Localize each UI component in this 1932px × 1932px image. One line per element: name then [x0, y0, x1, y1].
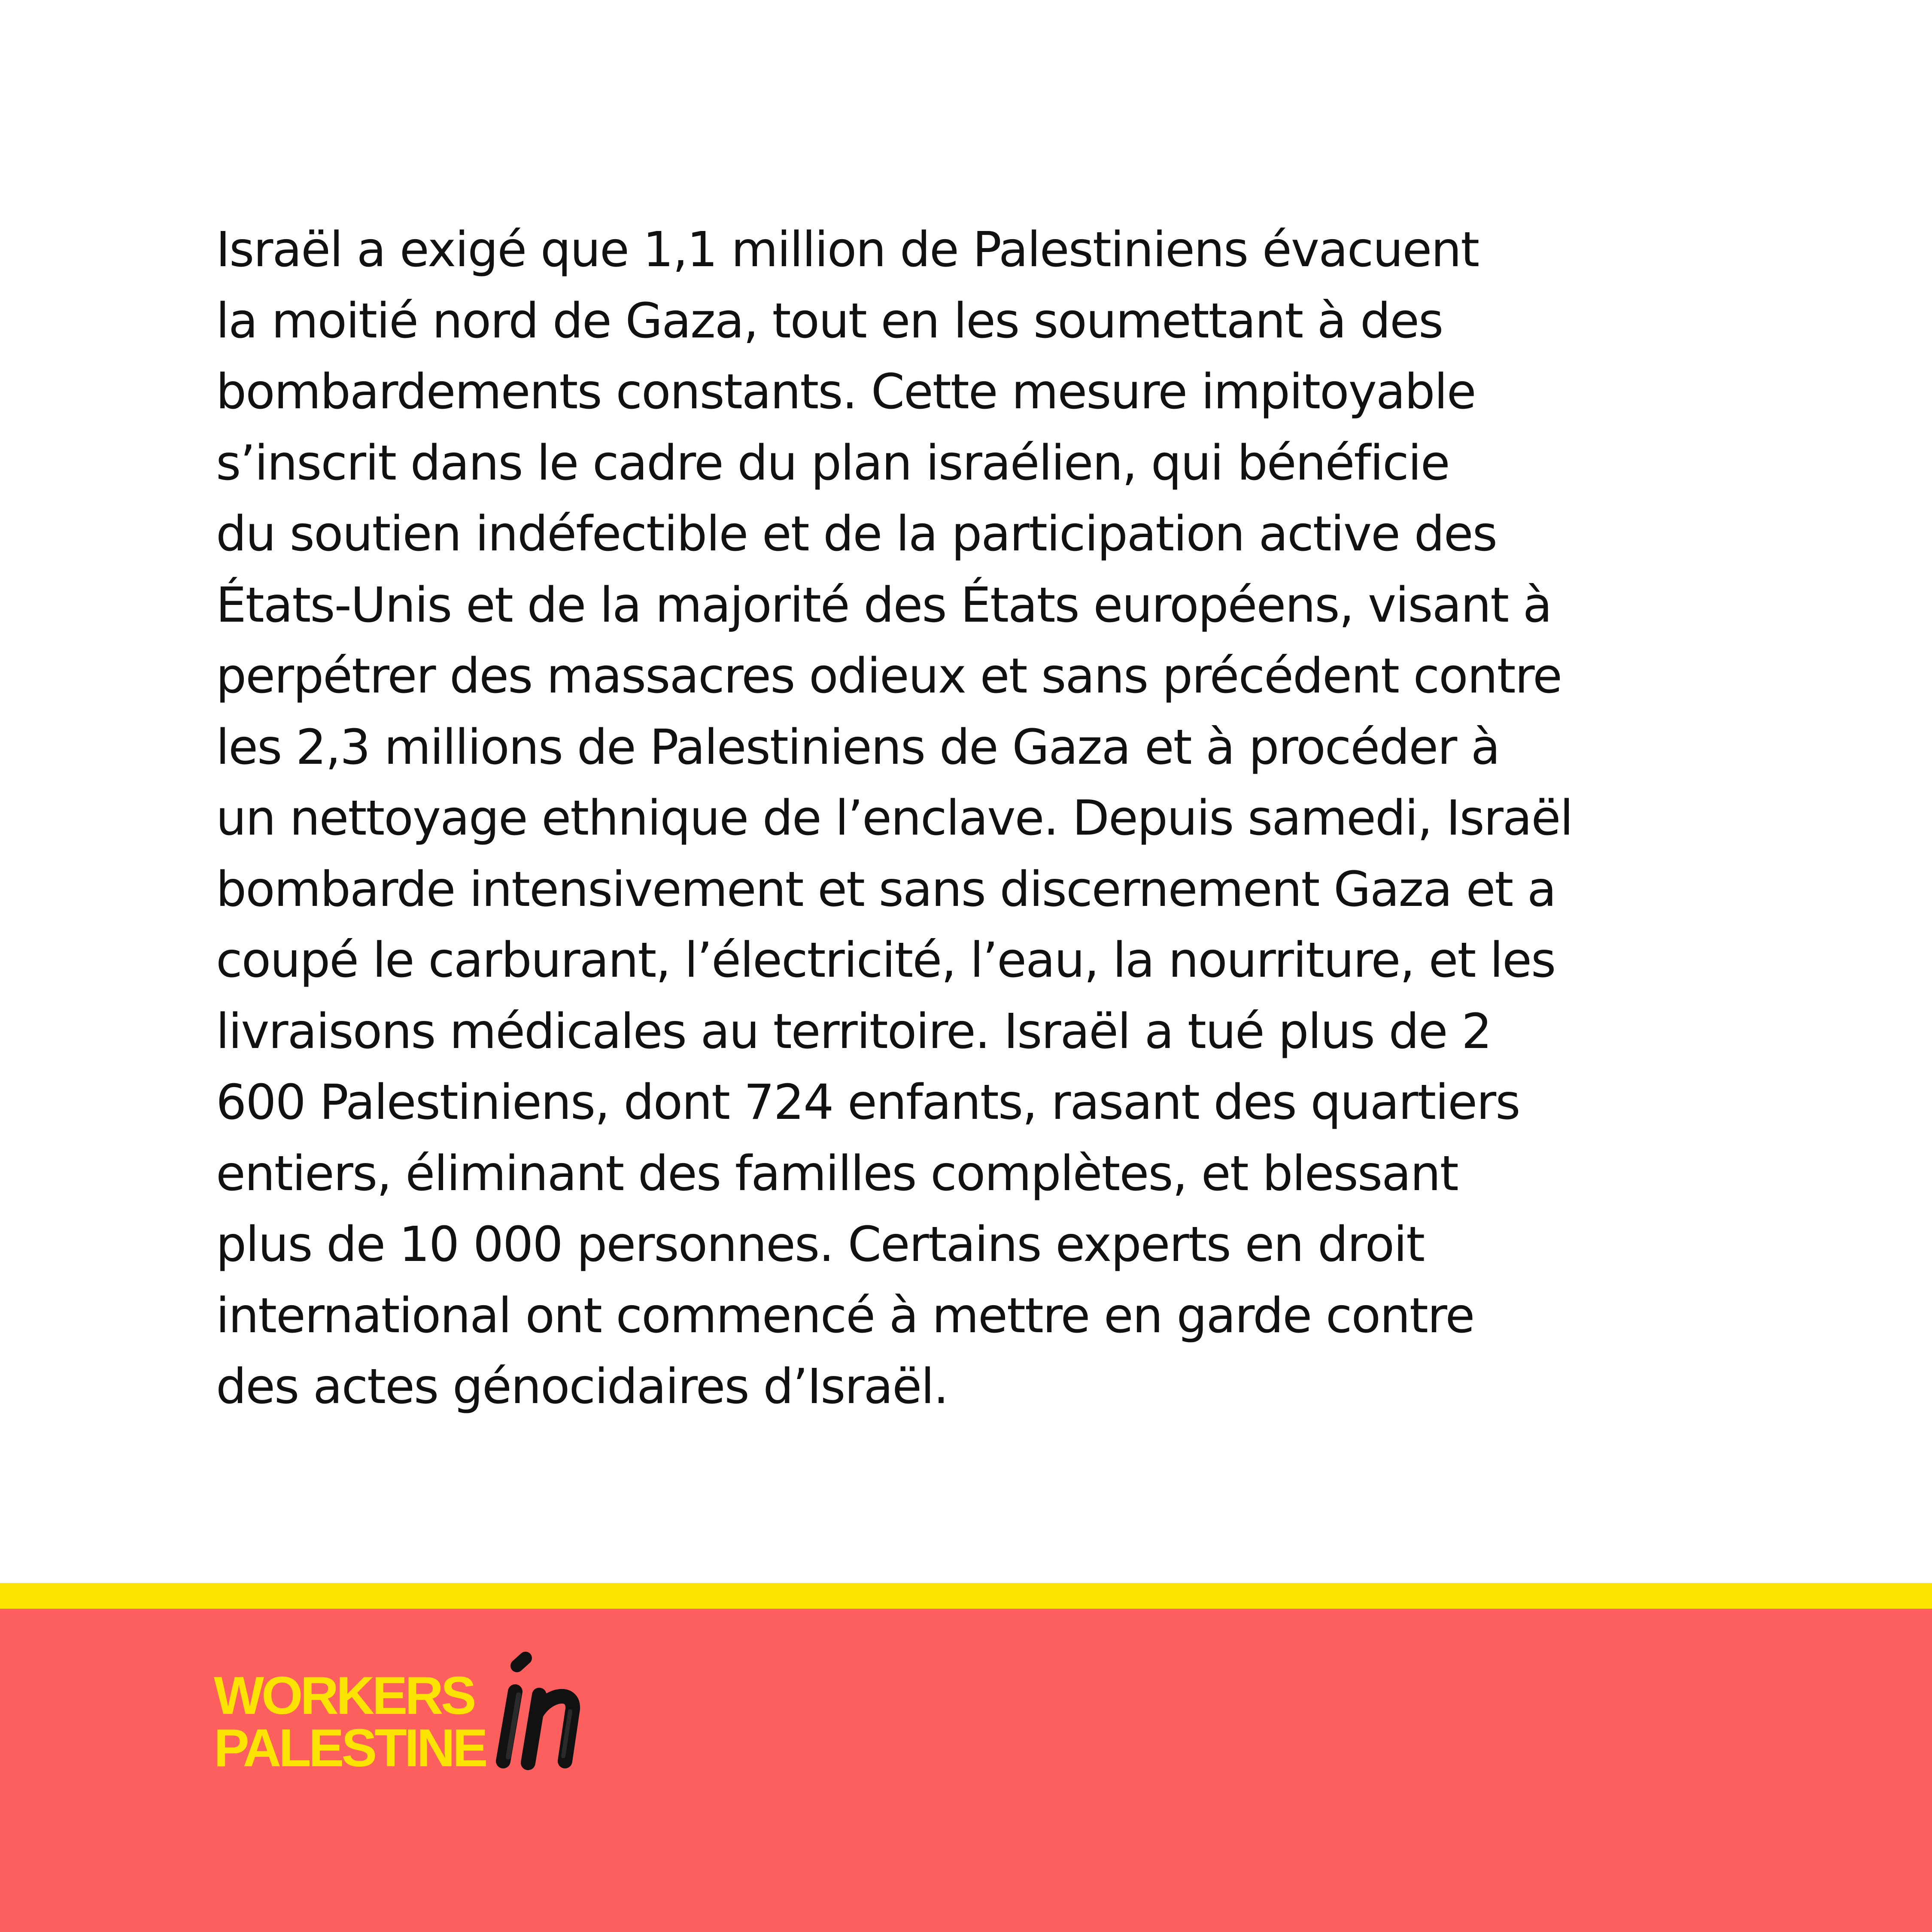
- workers-in-palestine-logo: [214, 1649, 592, 1790]
- text-line: Israël a exigé que 1,1 million de Palestiniens évacuent: [216, 222, 1479, 278]
- text-line: international ont commencé à mettre en garde contre: [216, 1288, 1474, 1344]
- text-line: plus de 10 000 personnes. Certains experts en droit: [216, 1217, 1425, 1273]
- text-line: coupé le carburant, l’électricité, l’eau, la nourriture, et les: [216, 933, 1555, 988]
- yellow-divider-stripe: [0, 1583, 1932, 1609]
- text-line: bombarde intensivement et sans discernement Gaza et a: [216, 861, 1556, 917]
- text-line: bombardements constants. Cette mesure impitoyable: [216, 364, 1476, 420]
- text-line: perpétrer des massacres odieux et sans précédent contre: [216, 648, 1562, 704]
- logo-word-palestine: PALESTINE: [214, 1719, 486, 1778]
- article-text: [216, 215, 1762, 1423]
- text-line: s’inscrit dans le cadre du plan israélien, qui bénéficie: [216, 435, 1449, 491]
- text-line: livraisons médicales au territoire. Israël a tué plus de 2: [216, 1003, 1492, 1060]
- text-line: États-Unis et de la majorité des États européens, visant à: [216, 577, 1552, 633]
- text-line: des actes génocidaires d’Israël.: [216, 1359, 948, 1415]
- text-line: les 2,3 millions de Palestiniens de Gaza et à procéder à: [216, 719, 1500, 775]
- text-line: la moitié nord de Gaza, tout en les soumettant à des: [216, 293, 1443, 349]
- text-line: du soutien indéfectible et de la participation active des: [216, 506, 1497, 562]
- text-line: 600 Palestiniens, dont 724 enfants, rasant des quartiers: [216, 1075, 1520, 1130]
- logo-word-in: [489, 1649, 600, 1777]
- text-line: un nettoyage ethnique de l’enclave. Depuis samedi, Israël: [216, 790, 1573, 846]
- logo-word-workers: WORKERS: [214, 1666, 474, 1725]
- text-line: entiers, éliminant des familles complètes, et blessant: [216, 1145, 1458, 1202]
